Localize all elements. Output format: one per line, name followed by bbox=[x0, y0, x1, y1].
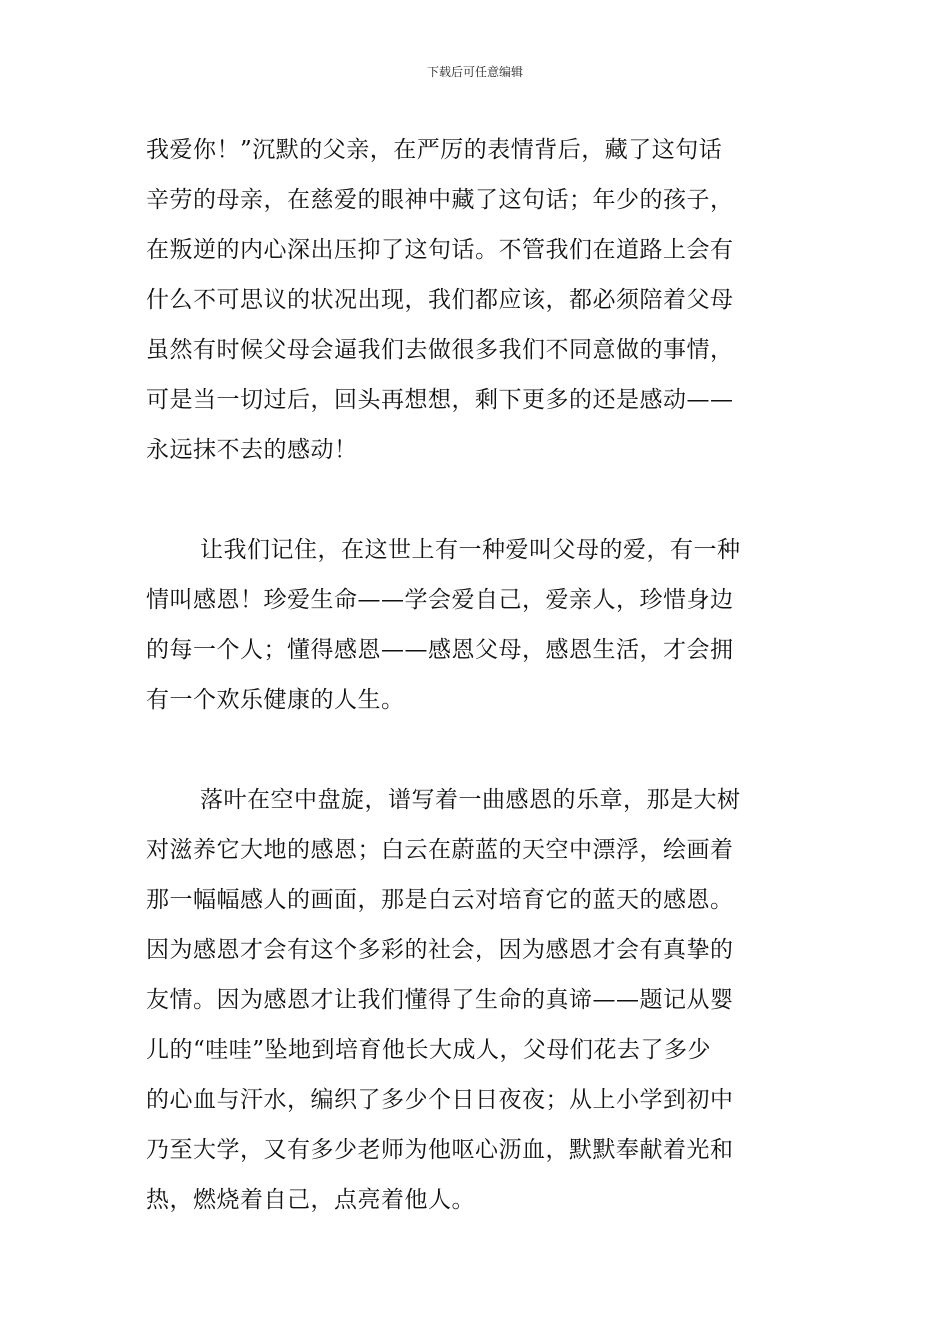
paragraph-1-line-6: 可是当一切过后，回头再想想，剩下更多的还是感动—— bbox=[146, 387, 734, 413]
paragraph-3-line-2: 对滋养它大地的感恩；白云在蔚蓝的天空中漂浮，绘画着 bbox=[146, 837, 734, 863]
paragraph-3-line-8: 乃至大学，又有多少老师为他呕心沥血，默默奉献着光和 bbox=[146, 1137, 734, 1163]
paragraph-3-line-5: 友情。因为感恩才让我们懂得了生命的真谛——题记从婴 bbox=[146, 987, 734, 1013]
paragraph-2-line-2: 情叫感恩！珍爱生命——学会爱自己，爱亲人，珍惜身边 bbox=[146, 587, 734, 613]
paragraph-3-line-7: 的心血与汗水，编织了多少个日日夜夜；从上小学到初中 bbox=[146, 1087, 734, 1113]
paragraph-1-line-7: 永远抹不去的感动！ bbox=[146, 437, 358, 463]
paragraph-1-line-4: 什么不可思议的状况出现，我们都应该，都必须陪着父母 bbox=[146, 287, 734, 313]
paragraph-1-line-1: 我爱你！”沉默的父亲，在严厉的表情背后，藏了这句话 bbox=[146, 137, 723, 163]
paragraph-2-line-3: 的每一个人；懂得感恩——感恩父母，感恩生活，才会拥 bbox=[146, 637, 734, 663]
paragraph-2-line-1: 让我们记住，在这世上有一种爱叫父母的爱，有一种 bbox=[200, 537, 741, 563]
paragraph-3-line-1: 落叶在空中盘旋，谱写着一曲感恩的乐章，那是大树 bbox=[200, 787, 741, 813]
paragraph-3-line-4: 因为感恩才会有这个多彩的社会，因为感恩才会有真挚的 bbox=[146, 937, 734, 963]
paragraph-2-line-4: 有一个欢乐健康的人生。 bbox=[146, 687, 405, 713]
paragraph-3-line-6: 儿的“哇哇”坠地到培育他长大成人，父母们花去了多少 bbox=[146, 1037, 712, 1063]
page-header: 下载后可任意编辑 bbox=[426, 65, 523, 79]
paragraph-3-line-9: 热，燃烧着自己，点亮着他人。 bbox=[146, 1187, 475, 1213]
paragraph-3-line-3: 那一幅幅感人的画面，那是白云对培育它的蓝天的感恩。 bbox=[146, 887, 734, 913]
paragraph-1-line-3: 在叛逆的内心深出压抑了这句话。不管我们在道路上会有 bbox=[146, 237, 734, 263]
paragraph-1-line-5: 虽然有时候父母会逼我们去做很多我们不同意做的事情， bbox=[146, 337, 734, 363]
paragraph-1-line-2: 辛劳的母亲，在慈爱的眼神中藏了这句话；年少的孩子， bbox=[146, 187, 734, 213]
